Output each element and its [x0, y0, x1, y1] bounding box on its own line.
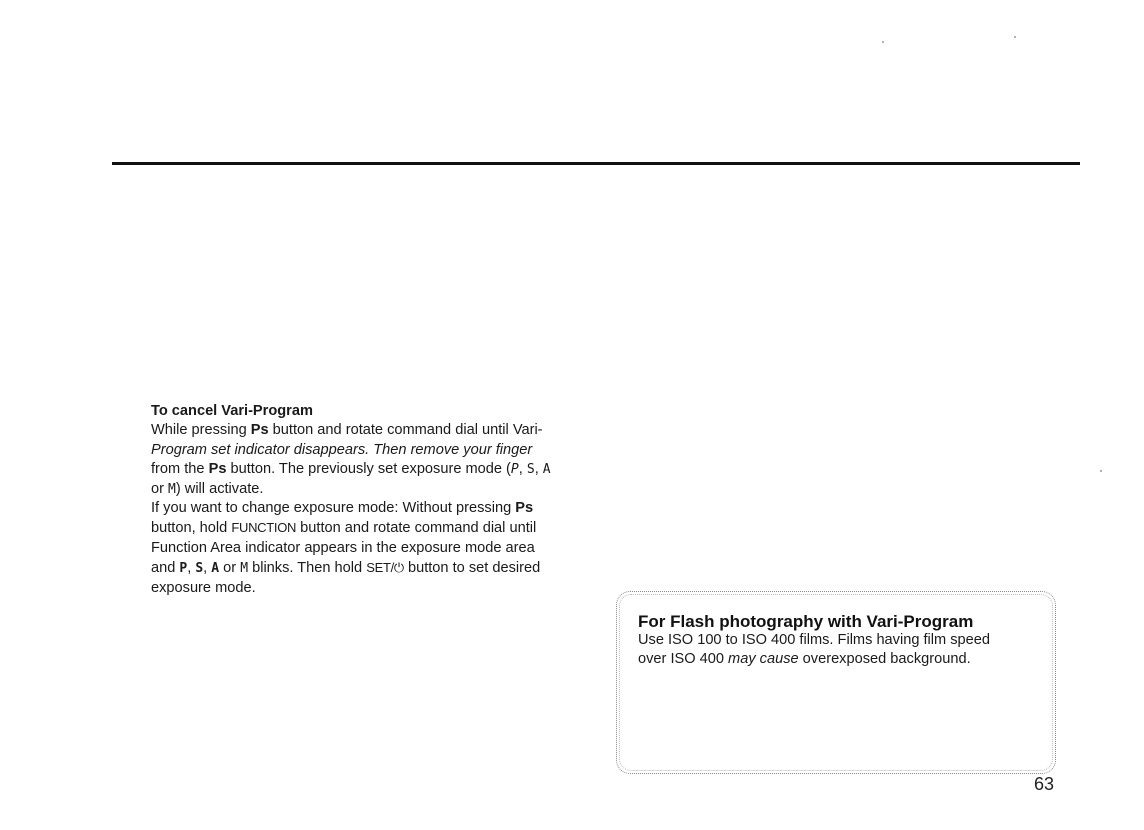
mode-symbol-s: S	[195, 561, 204, 577]
text-run: ) will activate.	[175, 480, 264, 497]
header-rule	[112, 162, 1080, 165]
text-run: If you want to change exposure mode: Without pressing	[151, 500, 516, 517]
text-run: Use ISO 100 to ISO 400 films. Films having film speed	[638, 632, 991, 648]
paragraph-change-mode: If you want to change exposure mode: Without pressing Ps button, hold FUNCTION button and rotate command dial until Function Area indicator appears in the exposure mode area and P, S, A or M blinks. Then hold SET/⏻ button to set desired exposure mode.	[151, 500, 541, 596]
text-run: overexposed background.	[798, 651, 971, 667]
ps-button-ref: Ps	[208, 461, 227, 478]
text-run: blinks. Then hold	[248, 560, 367, 577]
mode-symbol-m: M	[240, 561, 249, 577]
text-run: Function Area indicator appears in the exposure mode area	[151, 539, 535, 556]
mode-symbol-m: M	[168, 481, 176, 497]
text-run: button. The previously set exposure mode (	[226, 461, 511, 478]
text-run-italic: Program set indicator disappears. Then remove your finger	[151, 441, 533, 458]
scan-speck	[1100, 470, 1102, 472]
mode-symbol-a: A	[542, 462, 551, 478]
text-run: or	[219, 560, 241, 577]
section-heading: To cancel Vari-Program	[151, 403, 313, 419]
mode-symbol-s: S	[526, 462, 535, 478]
cancel-vari-program-section	[151, 402, 591, 598]
text-run: button and rotate command dial until	[296, 520, 537, 537]
scan-speck	[882, 41, 884, 43]
scan-speck	[1014, 36, 1016, 38]
function-button-ref: FUNCTION	[231, 520, 297, 536]
paragraph-cancel-instructions: While pressing Ps button and rotate command dial until Vari- Program set indicator disappears. Then remove your finger from the Ps button. The previously set exposure mode (P, S, A or M) will activate.	[151, 422, 551, 497]
text-run: button and rotate command dial until Vari-	[268, 422, 543, 439]
mode-symbol-p: P	[510, 462, 519, 478]
text-run: While pressing	[151, 422, 251, 439]
flash-note-body	[638, 631, 1038, 669]
text-run: or	[151, 480, 169, 497]
mode-symbol-p: P	[179, 561, 188, 577]
flash-note-title: For Flash photography with Vari-Program	[638, 612, 974, 631]
set-button-ref: SET/⏻	[366, 560, 404, 576]
text-run: exposure mode.	[151, 579, 256, 596]
text-run: button to set desired	[403, 560, 541, 577]
text-run-italic: may cause	[728, 651, 799, 667]
page-number: 63	[1034, 774, 1055, 794]
text-run: from the	[151, 461, 209, 478]
ps-button-ref: Ps	[250, 422, 269, 439]
mode-symbol-a: A	[211, 561, 220, 577]
text-run: over ISO 400	[638, 651, 729, 667]
ps-button-ref: Ps	[515, 500, 534, 517]
text-run: button, hold	[151, 520, 232, 537]
text-run: and	[151, 560, 180, 577]
